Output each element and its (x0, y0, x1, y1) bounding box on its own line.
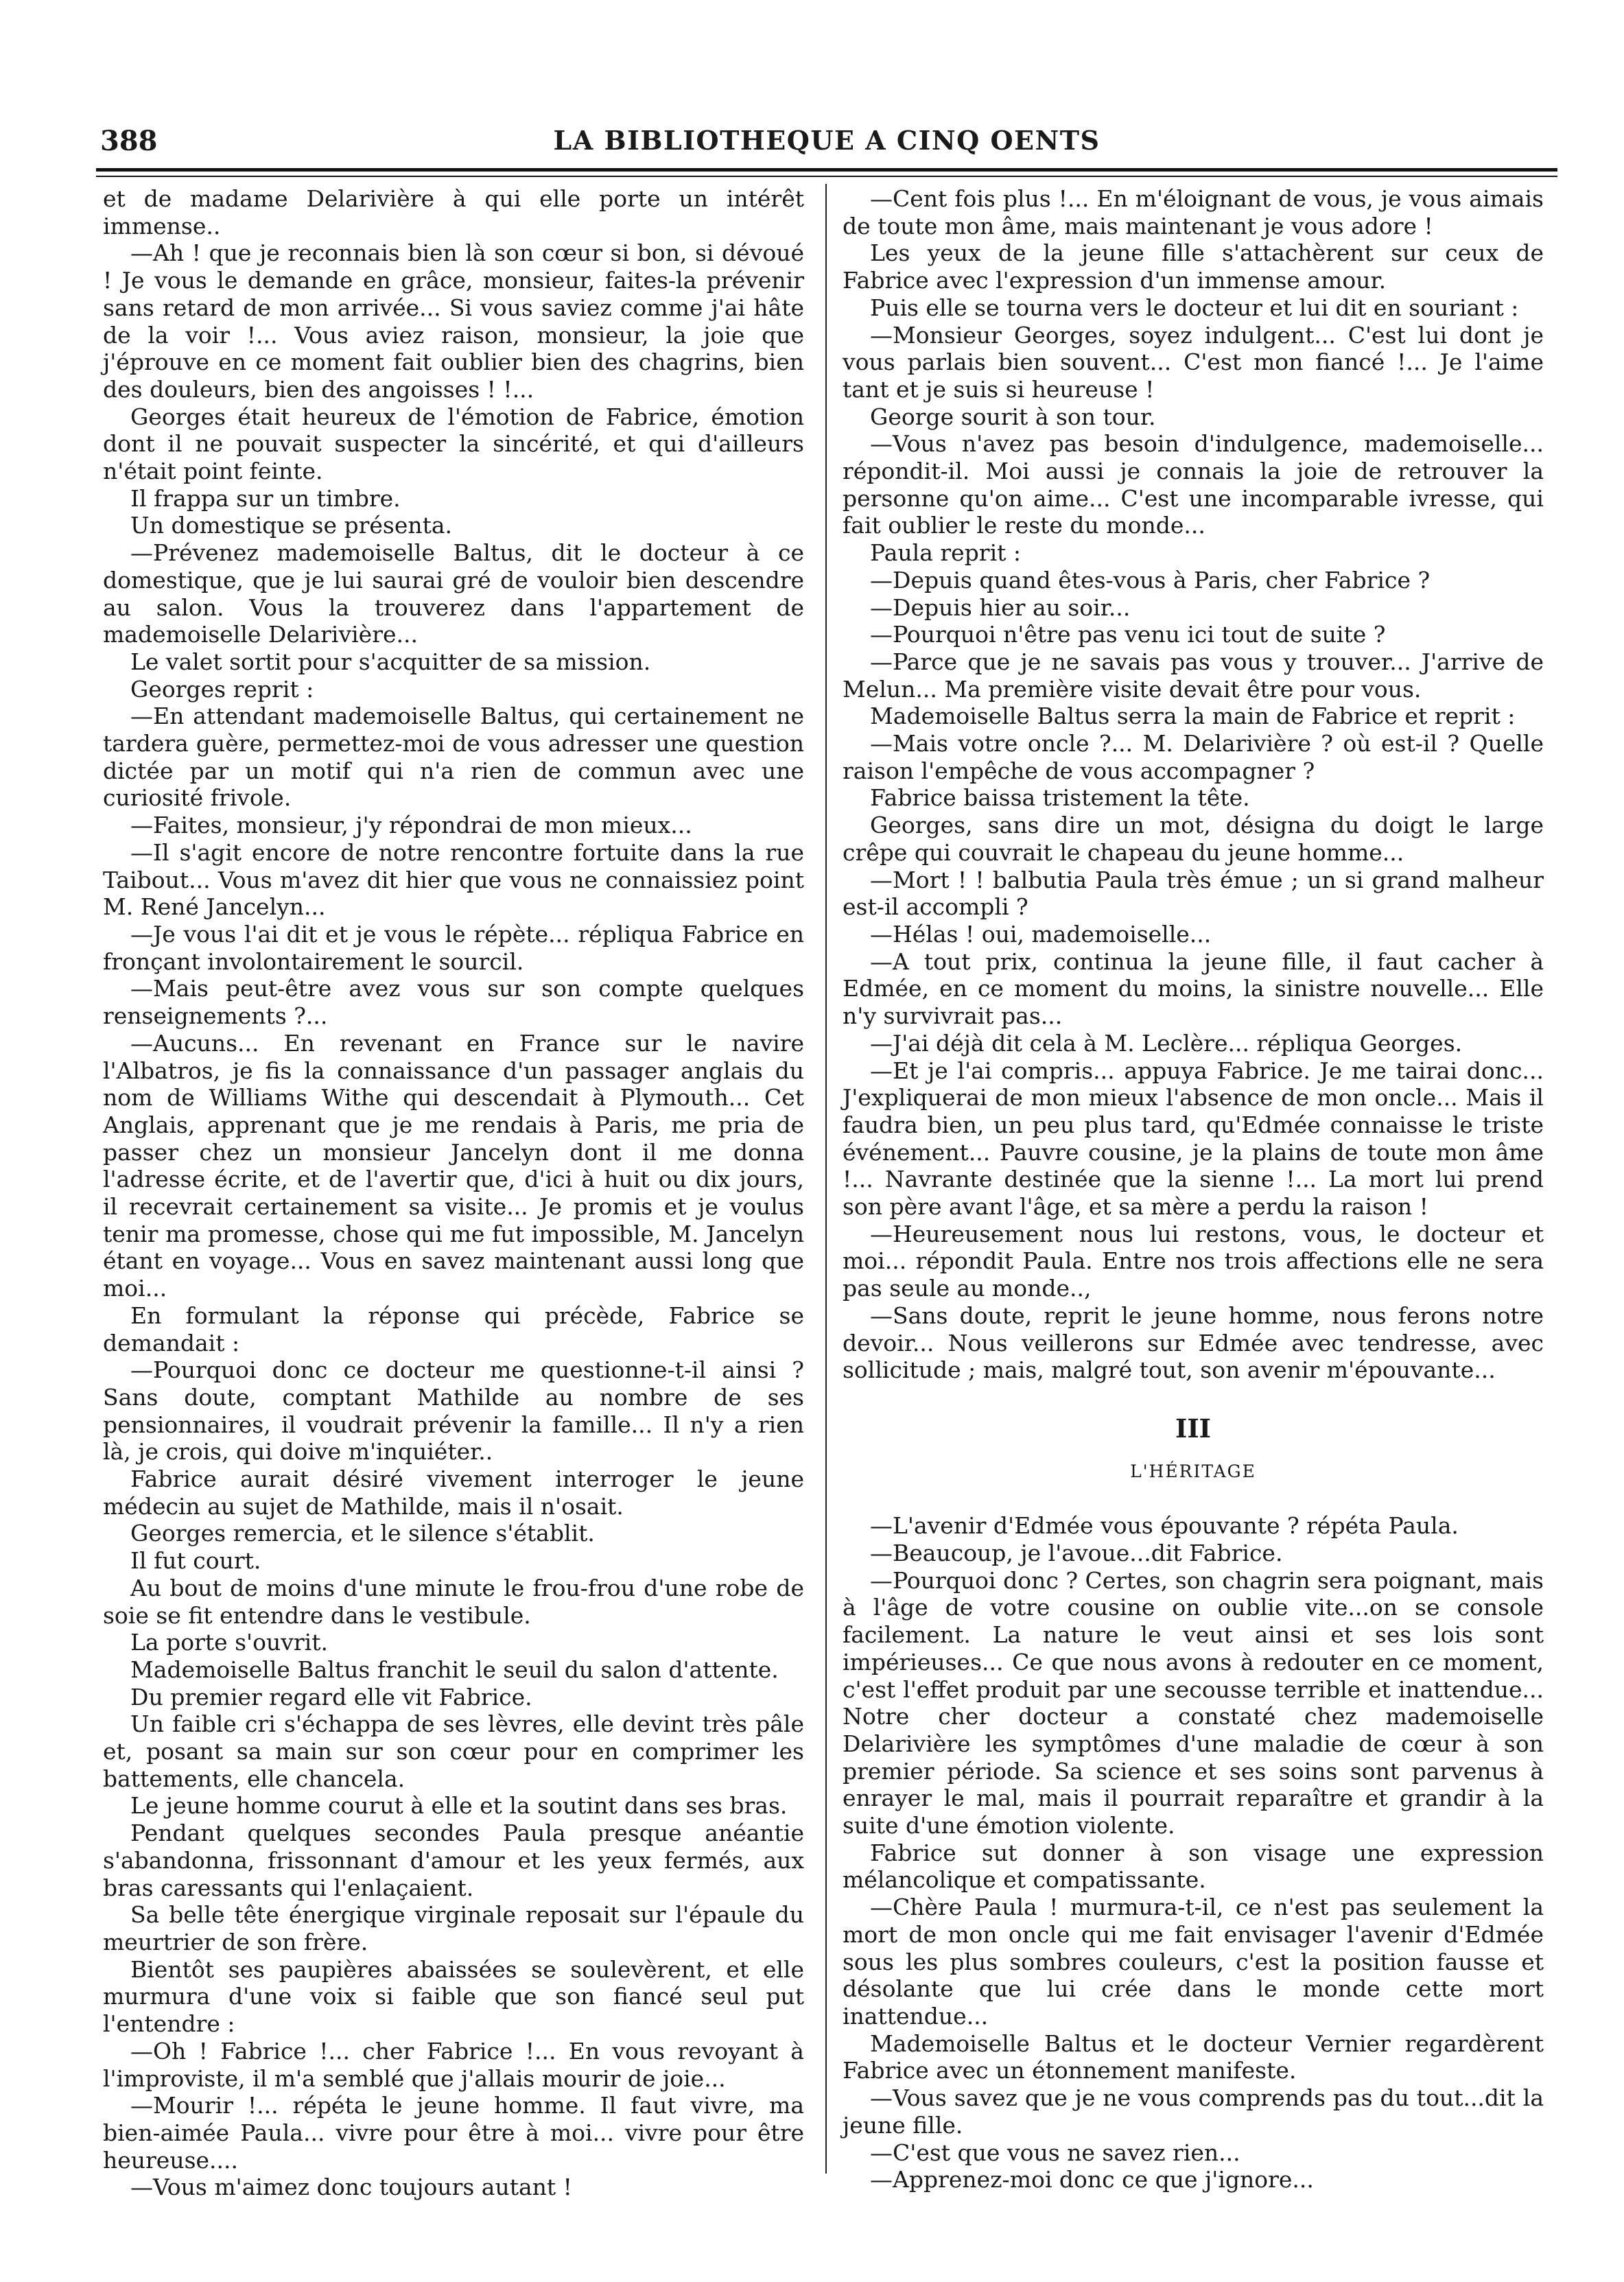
paragraph: —Prévenez mademoiselle Baltus, dit le docteur à ce domestique, que je lui saurai gré de vouloir bien descendre au salon. Vous la trouverez dans l'appartement de mademoiselle Delarivière... (103, 539, 804, 648)
paragraph: —Apprenez-moi donc ce que j'ignore... (870, 2166, 1314, 2193)
paragraph: —Mort ! ! balbutia Paula très émue ; un si grand malheur est-il accompli ? (843, 866, 1544, 921)
paragraph: Mademoiselle Baltus serra la main de Fabrice et reprit : (870, 703, 1516, 730)
paragraph: Un domestique se présenta. (130, 512, 453, 539)
right-column (843, 185, 1544, 2193)
paragraph: et de madame Delarivière à qui elle porte un intérêt immense.. (103, 185, 804, 239)
paragraph: —Vous n'avez pas besoin d'indulgence, mademoiselle... répondit-il. Moi aussi je connais la joie de retrouver la personne qu'on aime... C'est une incomparable ivresse, qui fait oublier le reste du monde... (843, 430, 1544, 539)
paragraph: —Il s'agit encore de notre rencontre fortuite dans la rue Taibout... Vous m'avez dit hier que vous ne connaissiez point M. René Jancelyn... (103, 838, 804, 921)
paragraph: —Et je l'ai compris... appuya Fabrice. Je me tairai donc... J'expliquerai de mon mieux l'absence de mon oncle... Mais il faudra bien, un peu plus tard, qu'Edmée connaisse le triste événement... Pauvre cousine, je la plains de toute mon âme !... Navrante destinée que la sienne !... La mort lui prend son père avant l'âge, et sa mère a perdu la raison ! (843, 1057, 1544, 1221)
paragraph: George sourit à son tour. (870, 403, 1156, 430)
paragraph: Fabrice sut donner à son visage une expression mélancolique et compatissante. (843, 1839, 1544, 1894)
paragraph: —Chère Paula ! murmura-t-il, ce n'est pas seulement la mort de mon oncle qui me fait envisager l'avenir d'Edmée sous les plus sombres couleurs, c'est la position fausse et désolante que lui crée dans le monde cette mort inattendue... (843, 1894, 1544, 2030)
paragraph: —J'ai déjà dit cela à M. Leclère... répliqua Georges. (870, 1029, 1463, 1057)
header-rule-thin (96, 176, 1557, 177)
section-number: III (1175, 1413, 1211, 1444)
paragraph: En formulant la réponse qui précède, Fabrice se demandait : (103, 1302, 804, 1356)
paragraph: Georges était heureux de l'émotion de Fabrice, émotion dont il ne pouvait suspecter la sincérité, et qui d'ailleurs n'était point feinte. (103, 403, 804, 485)
paragraph: Il frappa sur un timbre. (130, 484, 401, 512)
paragraph: Pendant quelques secondes Paula presque anéantie s'abandonna, frissonnant d'amour et les yeux fermés, aux bras caressants qui l'enlaçaient. (103, 1820, 804, 1901)
paragraph: —Sans doute, reprit le jeune homme, nous ferons notre devoir... Nous veillerons sur Edmée avec tendresse, avec sollicitude ; mais, malgré tout, son avenir m'épouvante... (843, 1302, 1544, 1384)
paragraph: —Pourquoi donc ce docteur me questionne-t-il ainsi ? Sans doute, comptant Mathilde au nombre de ses pensionnaires, il voudrait prévenir la famille... Il n'y a rien là, je crois, qui doive m'inquiéter.. (103, 1356, 804, 1466)
paragraph: Georges, sans dire un mot, désigna du doigt le large crêpe qui couvrait le chapeau du jeune homme... (843, 812, 1544, 866)
paragraph: —Faites, monsieur, j'y répondrai de mon mieux... (130, 812, 692, 839)
paragraph: Fabrice aurait désiré vivement interroger le jeune médecin au sujet de Mathilde, mais il n'osait. (103, 1466, 804, 1520)
paragraph: —Pourquoi n'être pas venu ici tout de suite ? (870, 621, 1386, 648)
paragraph: Fabrice baissa tristement la tête. (870, 784, 1250, 812)
paragraph: Le jeune homme courut à elle et la soutint dans ses bras. (130, 1792, 788, 1820)
paragraph: —Cent fois plus !... En m'éloignant de vous, je vous aimais de toute mon âme, mais maintenant je vous adore ! (843, 185, 1544, 239)
paragraph: —Mais peut-être avez vous sur son compte quelques renseignements ?... (103, 975, 804, 1030)
paragraph: Un faible cri s'échappa de ses lèvres, elle devint très pâle et, posant sa main sur son cœur pour en comprimer les battements, elle chancela. (103, 1710, 804, 1792)
paragraph: —Heureusement nous lui restons, vous, le docteur et moi... répondit Paula. Entre nos trois affections elle ne sera pas seule au monde.., (843, 1220, 1544, 1302)
paragraph: —Pourquoi donc ? Certes, son chagrin sera poignant, mais à l'âge de votre cousine on oublie vite...on se console facilement. La nature le veut ainsi et ses lois sont impérieuses... Ce que nous avons à redouter en ce moment, c'est l'effet produit par une secousse terrible et inattendue... Notre cher docteur a constaté chez mademoiselle Delarivière les symptômes d'une maladie de cœur à son premier période. Sa science et ses soins sont parvenus à enrayer le mal, mais il pourrait reparaître et grandir à la suite d'une émotion violente. (843, 1566, 1544, 1839)
left-column (103, 185, 804, 2201)
paragraph: Il fut court. (130, 1547, 261, 1575)
section-title: L'HÉRITAGE (1130, 1461, 1256, 1481)
paragraph: Paula reprit : (870, 539, 1021, 567)
page-header (96, 125, 1557, 166)
paragraph: —A tout prix, continua la jeune fille, il faut cacher à Edmée, en ce moment du moins, la sinistre nouvelle... Elle n'y survivrait pas... (843, 948, 1544, 1030)
paragraph: Georges remercia, et le silence s'établit. (130, 1520, 595, 1547)
paragraph: Puis elle se tourna vers le docteur et lui dit en souriant : (870, 294, 1519, 321)
paragraph: —Parce que je ne savais pas vous y trouver... J'arrive de Melun... Ma première visite devait être pour vous. (843, 648, 1544, 703)
paragraph: —C'est que vous ne savez rien... (870, 2139, 1240, 2166)
paragraph: Du premier regard elle vit Fabrice. (130, 1683, 532, 1710)
paragraph: Georges reprit : (130, 675, 314, 703)
page-number: 388 (100, 125, 158, 157)
paragraph: —Ah ! que je reconnais bien là son cœur si bon, si dévoué ! Je vous le demande en grâce, monsieur, faites-la prévenir sans retard de mon arrivée... Si vous saviez comme j'ai hâte de la voir !... Vous aviez raison, monsieur, la joie que j'éprouve en ce moment fait oublier bien des chagrins, bien des douleurs, bien des angoisses ! !... (103, 239, 804, 403)
paragraph: —Oh ! Fabrice !... cher Fabrice !... En vous revoyant à l'improviste, il m'a semblé que j'allais mourir de joie... (103, 2037, 804, 2092)
paragraph: Bientôt ses paupières abaissées se soulevèrent, et elle murmura d'une voix si faible que son fiancé seul put l'entendre : (103, 1955, 804, 2038)
paragraph: —Vous m'aimez donc toujours autant ! (130, 2174, 572, 2201)
paragraph: —Mais votre oncle ?... M. Delarivière ? où est-il ? Quelle raison l'empêche de vous accompagner ? (843, 730, 1544, 784)
paragraph: —Beaucoup, je l'avoue...dit Fabrice. (870, 1540, 1283, 1567)
paragraph: Mademoiselle Baltus et le docteur Vernier regardèrent Fabrice avec un étonnement manifeste. (843, 2030, 1544, 2084)
paragraph: Les yeux de la jeune fille s'attachèrent sur ceux de Fabrice avec l'expression d'un immense amour. (843, 239, 1544, 294)
paragraph: —Depuis quand êtes-vous à Paris, cher Fabrice ? (870, 566, 1431, 593)
paragraph: —Je vous l'ai dit et je vous le répète... répliqua Fabrice en fronçant involontairement le sourcil. (103, 920, 804, 975)
paragraph: —Hélas ! oui, mademoiselle... (870, 920, 1212, 948)
column-divider (825, 184, 827, 2174)
paragraph: —Mourir !... répéta le jeune homme. Il faut vivre, ma bien-aimée Paula... vivre pour être à moi... vivre pour être heureuse.... (103, 2092, 804, 2174)
paragraph: —Depuis hier au soir... (870, 593, 1131, 621)
header-rule-thick (96, 168, 1557, 172)
paragraph: Sa belle tête énergique virginale reposait sur l'épaule du meurtrier de son frère. (103, 1901, 804, 1955)
paragraph: La porte s'ouvrit. (130, 1629, 328, 1656)
paragraph: —Aucuns... En revenant en France sur le navire l'Albatros, je fis la connaissance d'un passager anglais du nom de Williams Withe qui descendait à Plymouth... Cet Anglais, apprenant que je me rendais à Paris, me pria de passer chez un monsieur Jancelyn dont il me donna l'adresse écrite, et de l'avertir que, d'ici à huit ou dix jours, il recevrait certainement sa visite... Je promis et je voulus tenir ma promesse, chose qui me fut impossible, M. Jancelyn étant en voyage... Vous en savez maintenant aussi long que moi... (103, 1029, 804, 1302)
paragraph: Le valet sortit pour s'acquitter de sa mission. (130, 648, 651, 675)
paragraph: Mademoiselle Baltus franchit le seuil du salon d'attente. (130, 1656, 779, 1683)
paragraph: —L'avenir d'Edmée vous épouvante ? répéta Paula. (870, 1512, 1459, 1540)
paragraph: —Monsieur Georges, soyez indulgent... C'est lui dont je vous parlais bien souvent... C'est mon fiancé !... Je l'aime tant et je suis si heureuse ! (843, 321, 1544, 403)
paragraph: —En attendant mademoiselle Baltus, qui certainement ne tardera guère, permettez-moi de vous adresser une question dictée par un motif qui n'a rien de commun avec une curiosité frivole. (103, 703, 804, 812)
running-title: LA BIBLIOTHEQUE A CINQ OENTS (553, 125, 1101, 156)
paragraph: —Vous savez que je ne vous comprends pas du tout...dit la jeune fille. (843, 2084, 1544, 2139)
paragraph: Au bout de moins d'une minute le frou-frou d'une robe de soie se fit entendre dans le vestibule. (103, 1574, 804, 1629)
